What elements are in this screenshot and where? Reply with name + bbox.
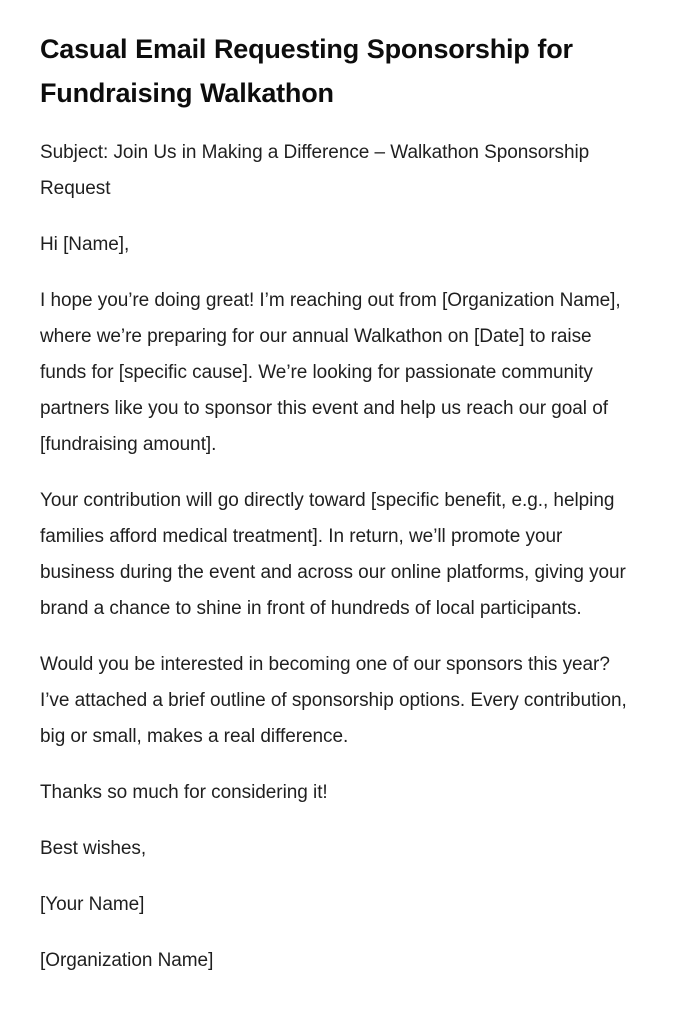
salutation: Hi [Name], xyxy=(40,234,130,255)
sender-organization: [Organization Name] xyxy=(40,950,214,971)
page-title: Casual Email Requesting Sponsorship for Fundraising Walkathon xyxy=(40,34,573,108)
subject-line: Subject: Join Us in Making a Difference – Walkathon Sponsorship Request xyxy=(40,142,590,199)
thanks-line: Thanks so much for considering it! xyxy=(40,782,328,803)
sign-off: Best wishes, xyxy=(40,838,147,859)
intro-paragraph: I hope you’re doing great! I’m reaching out from [Organization Name], where we’re preparing for our annual Walkathon on [Date] to raise funds for [specific cause]. We’re looking for passionate community partners like you to sponsor this event and help us reach our goal of [fundraising amount]. xyxy=(40,290,621,455)
benefit-paragraph: Your contribution will go directly toward [specific benefit, e.g., helping families afford medical treatment]. In return, we’ll promote your business during the event and across our online platforms, giving your brand a chance to shine in front of hundreds of local participants. xyxy=(40,490,626,619)
email-template-article xyxy=(40,27,632,979)
call-to-action-paragraph: Would you be interested in becoming one of our sponsors this year? I’ve attached a brief outline of sponsorship options. Every contribution, big or small, makes a real difference. xyxy=(40,654,627,747)
sender-name: [Your Name] xyxy=(40,894,145,915)
